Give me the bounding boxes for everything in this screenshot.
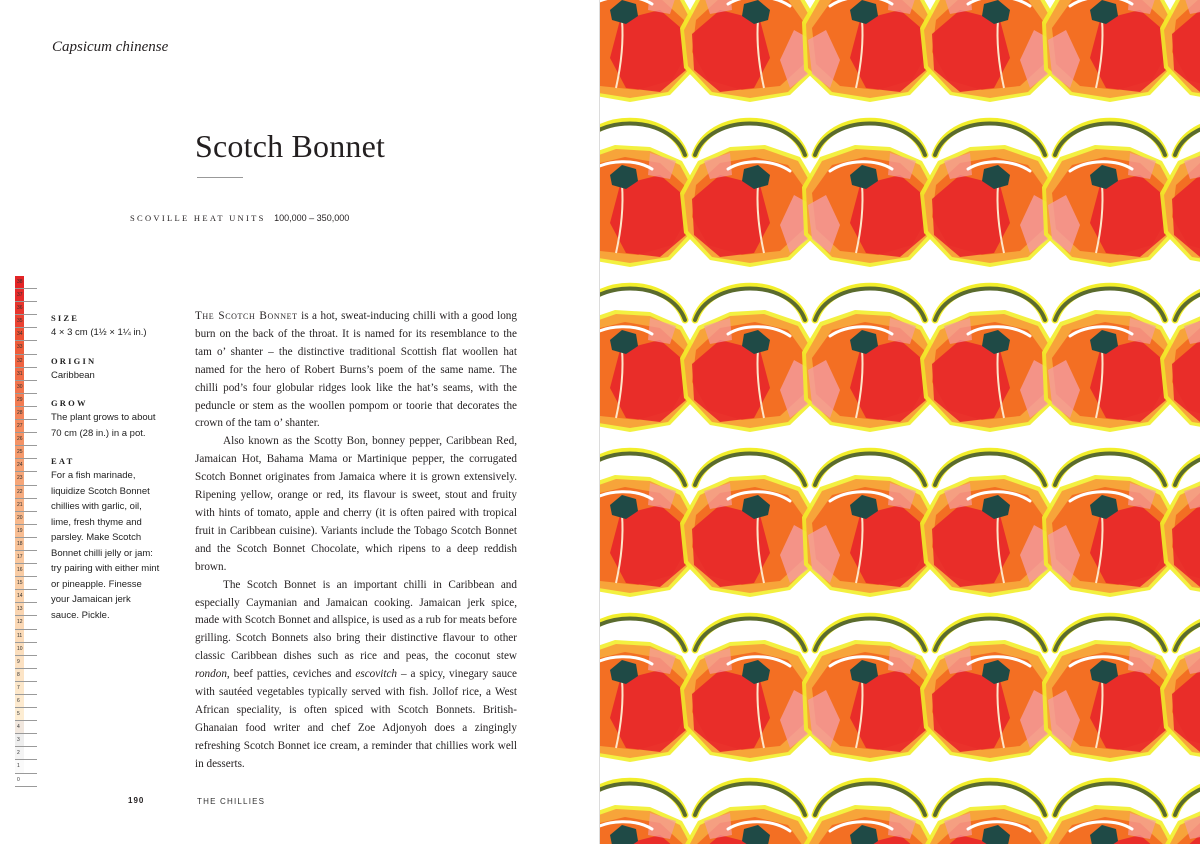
heat-scale-step <box>15 630 37 643</box>
heat-scale-number: 13 <box>17 606 23 613</box>
chilli-icon <box>600 781 700 844</box>
heat-scale-number: 33 <box>17 344 23 351</box>
lead-in: The Scotch Bonnet <box>195 310 298 322</box>
heat-scale-step <box>15 551 37 564</box>
heat-scale-step <box>15 643 37 656</box>
chilli-icon <box>802 121 940 267</box>
title-rule <box>197 177 243 178</box>
chilli-icon <box>1042 616 1180 762</box>
chilli-icon <box>920 781 1058 844</box>
heat-scale-number: 24 <box>17 462 23 469</box>
heat-scale-step <box>15 472 37 485</box>
heat-scale-number: 7 <box>17 684 20 691</box>
heat-scale-number: 20 <box>17 514 23 521</box>
origin-value: Caribbean <box>51 369 95 381</box>
heat-scale-number: 22 <box>17 488 23 495</box>
chilli-icon <box>680 286 818 432</box>
heat-scale-number: 31 <box>17 370 23 377</box>
heat-scale-step <box>15 499 37 512</box>
paragraph-3-a: The Scotch Bonnet is an important chilli in Caribbean and especially Caymanian and Jamaican cooking. Jamaican jerk spice, made with Scotch Bonnet and allspice, is used as a rub for meats before grilling. Scotch Bonnets also bring their distinctive flavour to other classic Caribbean dishes such as rice and peas, the coconut stew <box>195 578 517 663</box>
size-label: SIZE <box>51 313 80 323</box>
heat-scale-number: 11 <box>17 632 23 639</box>
heat-scale-step <box>15 459 37 472</box>
heat-scale-number: 3 <box>17 737 20 744</box>
heat-scale-step <box>15 669 37 682</box>
scotch-bonnet-pattern <box>600 0 1200 844</box>
eat-label: EAT <box>51 456 75 466</box>
heat-scale-step <box>15 695 37 708</box>
paragraph-3-em-2: escovitch <box>355 668 398 681</box>
heat-scale-number: 37 <box>17 292 23 299</box>
heat-scale-step <box>15 682 37 695</box>
heat-scale-step <box>15 525 37 538</box>
chilli-icon <box>802 781 940 844</box>
chilli-icon <box>1042 0 1180 102</box>
chilli-icon <box>1160 121 1200 267</box>
heat-scale-number: 38 <box>17 279 23 285</box>
chilli-icon <box>920 0 1058 102</box>
heat-scale-number: 18 <box>17 540 23 547</box>
chilli-icon <box>1160 286 1200 432</box>
chilli-icon <box>920 451 1058 597</box>
heat-scale-number: 15 <box>17 580 23 587</box>
heat-scale-number: 5 <box>17 711 20 718</box>
heat-scale-number: 14 <box>17 593 23 600</box>
heat-scale <box>15 276 37 787</box>
scoville-value: 100,000 – 350,000 <box>274 213 350 223</box>
heat-scale-step <box>15 315 37 328</box>
paragraph-1-text: is a hot, sweat-inducing chilli with a good long burn on the back of the throat. It is named for its resemblance to the tam o’ shanter – the distinctive traditional Scottish flat woollen hat named for the hero of Robert Burns’s poem of the same name. The chilli pod’s four globular ridges look like the hat’s seams, with the peduncle or stem as the woollen pompom or toorie that decorates the crown of the tam o’ shanter. <box>195 310 517 430</box>
paragraph-3-b: , beef patties, ceviches and <box>226 668 356 681</box>
heat-scale-number: 25 <box>17 449 23 456</box>
paragraph-1 <box>195 308 517 433</box>
chilli-icon <box>1042 451 1180 597</box>
size-value: 4 × 3 cm (1½ × 1¼ in.) <box>51 327 147 338</box>
heat-scale-number: 6 <box>17 698 20 704</box>
heat-scale-step <box>15 276 37 289</box>
latin-name: Capsicum chinense <box>52 39 169 55</box>
chilli-pattern-illustration <box>600 0 1200 844</box>
heat-scale-step <box>15 420 37 433</box>
heat-scale-step <box>15 603 37 616</box>
heat-scale-number: 0 <box>17 776 20 783</box>
heat-scale-step <box>15 355 37 368</box>
chilli-icon <box>1042 121 1180 267</box>
heat-scale-number: 4 <box>17 724 20 731</box>
heat-scale-step <box>15 433 37 446</box>
chilli-icon <box>680 451 818 597</box>
heat-scale-step <box>15 577 37 590</box>
heat-scale-number: 2 <box>17 750 20 757</box>
chilli-icon <box>680 781 818 844</box>
chilli-icon <box>680 121 818 267</box>
heat-scale-step <box>15 564 37 577</box>
heat-scale-step <box>15 381 37 394</box>
chilli-icon <box>802 451 940 597</box>
heat-scale-step <box>15 289 37 302</box>
heat-scale-number: 16 <box>17 567 23 574</box>
page-title: Scotch Bonnet <box>195 128 386 164</box>
chilli-icon <box>802 0 940 102</box>
heat-scale-number: 26 <box>17 436 23 443</box>
heat-scale-step <box>15 394 37 407</box>
origin-label: ORIGIN <box>51 355 97 366</box>
grow-value: The plant grows to about 70 cm (28 in.) in a pot. <box>51 412 156 439</box>
heat-scale-number: 10 <box>17 645 23 652</box>
heat-scale-step <box>15 302 37 315</box>
heat-scale-number: 34 <box>17 331 23 338</box>
heat-scale-step <box>15 538 37 551</box>
heat-scale-number: 29 <box>17 396 23 403</box>
heat-scale-step <box>15 747 37 760</box>
scoville-label: SCOVILLE HEAT UNITS <box>130 213 266 223</box>
heat-scale-step <box>15 721 37 734</box>
heat-scale-number: 17 <box>17 553 23 560</box>
heat-scale-number: 23 <box>17 475 23 482</box>
heat-scale-step <box>15 760 37 773</box>
heat-scale-number: 30 <box>17 383 23 390</box>
heat-scale-step <box>15 341 37 354</box>
heat-scale-step <box>15 407 37 420</box>
body-text <box>195 308 517 774</box>
heat-scale-step <box>15 656 37 669</box>
heat-scale-step <box>15 512 37 525</box>
paragraph-2: Also known as the Scotty Bon, bonney pepper, Caribbean Red, Jamaican Hot, Bahama Mama or Martinique pepper, the corrugated Scotch Bonnet originates from Jamaica where it is grown extensively. Ripening yellow, orange or red, its flavour is sweet, stout and fruity with hints of tomato, apple and cherry (it is often paired with tropical fruit in Caribbean cuisine). Variants include the Tobago Scotch Bonnet and the Scotch Bonnet Chocolate, which ripens to a deep reddish brown. <box>195 435 517 573</box>
heat-scale-number: 1 <box>17 763 20 770</box>
heat-scale-step <box>15 774 37 787</box>
chilli-icon <box>802 616 940 762</box>
chilli-icon <box>920 286 1058 432</box>
heat-scale-step <box>15 368 37 381</box>
heat-scale-number: 19 <box>17 527 23 534</box>
chilli-icon <box>1042 781 1180 844</box>
heat-scale-number: 32 <box>17 357 23 364</box>
heat-scale-number: 12 <box>17 619 23 626</box>
heat-scale-number: 8 <box>17 671 20 678</box>
eat-value: For a fish marinade, liquidize Scotch Bonnet chillies with garlic, oil, lime, fresh thyme and parsley. Make Scotch Bonnet chilli jelly or jam: try pairing with either mint or pineapple. Finesse your Jamaican jerk sauce. Pickle. <box>51 470 160 621</box>
heat-scale-step <box>15 734 37 747</box>
paragraph-3-c: – a spicy, vinegary sauce with sautéed vegetables typically served with fish. Jollof rice, a West African speciality, is often spiced with Scotch Bonnets. British-Ghanaian food writer and chef Zoe Adjonyoh does a zingingly refreshing Scotch Bonnet ice cream, a reminder that chillies work well in desserts. <box>195 668 517 770</box>
heat-scale-number: 21 <box>17 501 23 508</box>
sidebar-facts <box>51 311 161 623</box>
page-number: 190 <box>128 796 145 805</box>
paragraph-3 <box>195 577 517 774</box>
chilli-icon <box>1160 451 1200 597</box>
heat-scale-step <box>15 590 37 603</box>
heat-scale-number: 9 <box>17 658 20 665</box>
chilli-icon <box>680 616 818 762</box>
heat-scale-step <box>15 446 37 459</box>
heat-scale-number: 35 <box>17 318 23 325</box>
heat-scale-number: 36 <box>17 305 23 312</box>
heat-scale-step <box>15 486 37 499</box>
chilli-icon <box>920 121 1058 267</box>
chilli-icon <box>1160 616 1200 762</box>
heat-scale-number: 28 <box>17 409 23 416</box>
heat-scale-number: 27 <box>17 423 23 430</box>
heat-scale-step <box>15 708 37 721</box>
chilli-icon <box>680 0 818 102</box>
heat-scale-step <box>15 616 37 629</box>
chilli-icon <box>920 616 1058 762</box>
paragraph-3-em-1: rondon <box>195 668 227 681</box>
scoville-heat-units <box>130 213 349 223</box>
running-head: THE CHILLIES <box>197 797 266 806</box>
heat-scale-step <box>15 328 37 341</box>
chilli-icon <box>802 286 940 432</box>
chilli-icon <box>1042 286 1180 432</box>
grow-label: GROW <box>51 398 88 408</box>
